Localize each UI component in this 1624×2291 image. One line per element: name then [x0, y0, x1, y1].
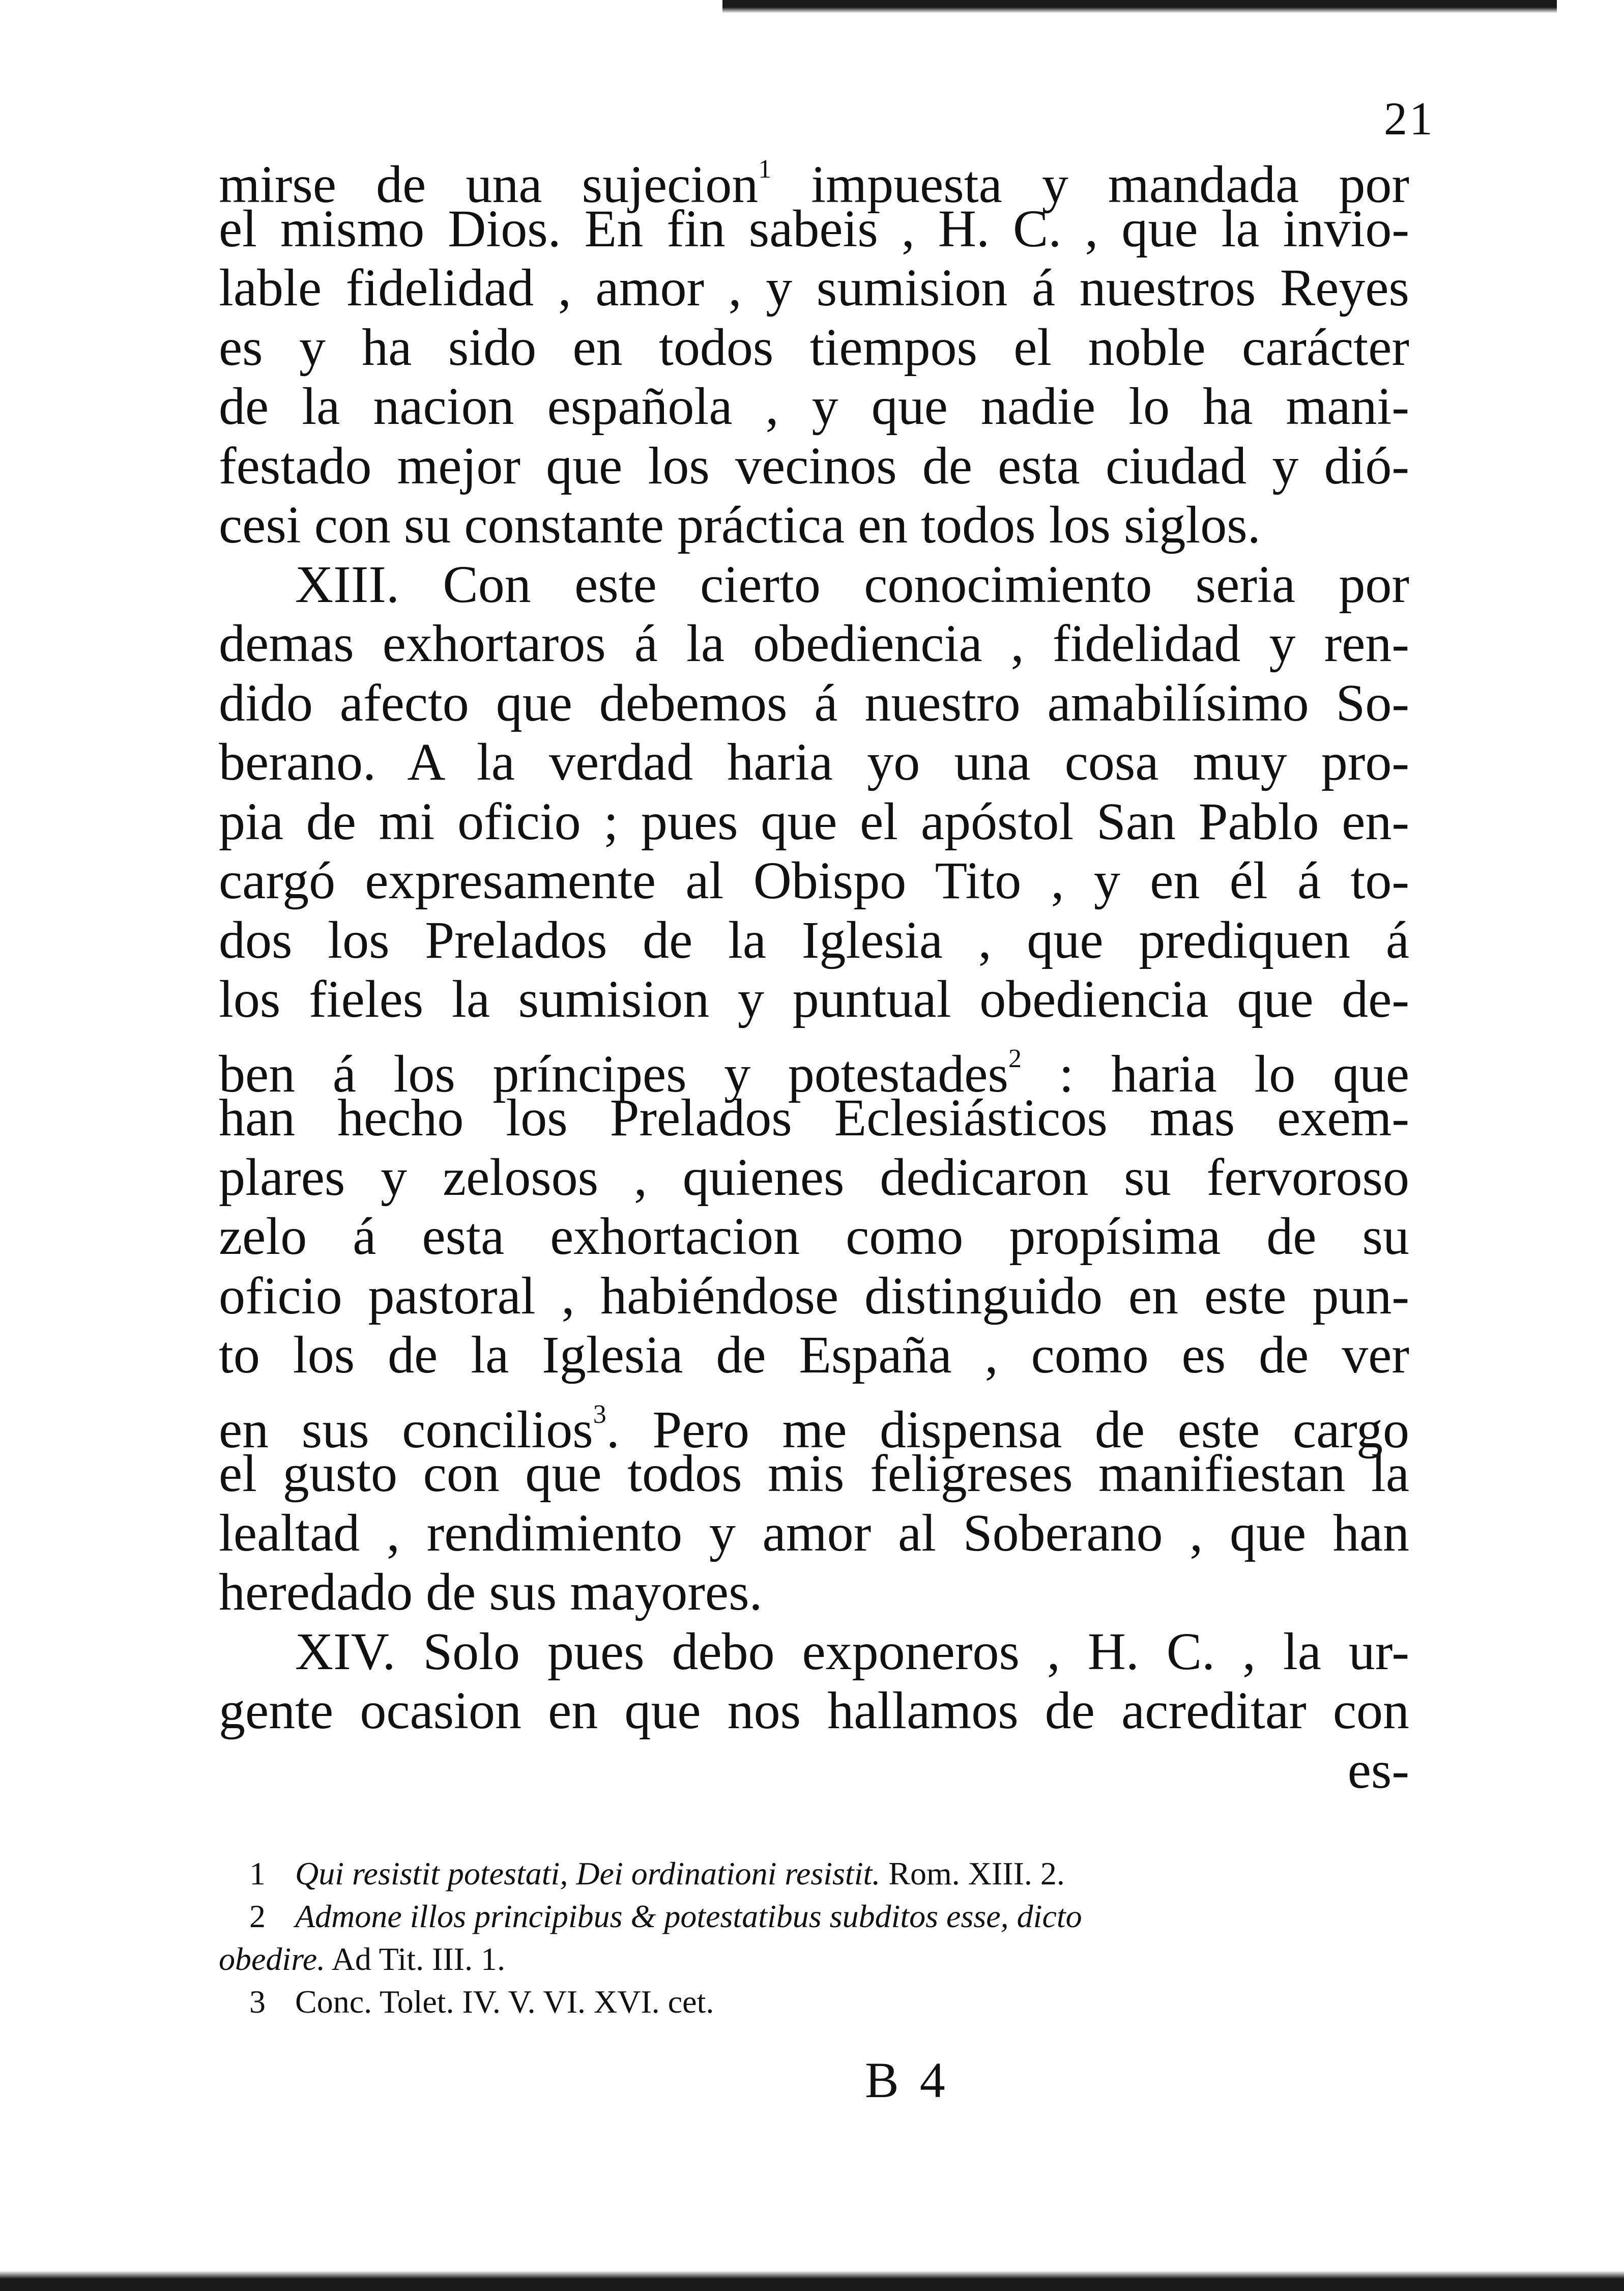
text-line: los fieles la sumision y puntual obediencia que de- — [219, 970, 1409, 1028]
footnotes — [219, 1852, 1419, 2023]
scan-edge-bottom — [0, 2271, 1624, 2291]
text-line: to los de la Iglesia de España , como es de ver — [219, 1326, 1409, 1384]
text-line: ben á los príncipes y potestades$^2$ : haria lo que — [219, 1044, 1410, 1103]
printer-signature-mark: B 4 — [865, 2052, 949, 2108]
text-line: dido afecto que debemos á nuestro amabilísimo So- — [219, 673, 1409, 732]
text-line: demas exhortaros á la obediencia , fidelidad y ren- — [219, 614, 1409, 673]
text-line: gente ocasion en que nos hallamos de acreditar con — [219, 1681, 1409, 1740]
text-line: lealtad , rendimiento y amor al Soberano , que han — [219, 1503, 1409, 1562]
body-text — [219, 140, 1409, 1800]
text-line: festado mejor que los vecinos de esta ciudad y dió- — [219, 436, 1409, 495]
text-line: es- — [1347, 1740, 1409, 1799]
text-line: pia de mi oficio ; pues que el apóstol San Pablo en- — [219, 792, 1409, 851]
footnote-number: 3 — [249, 1984, 266, 2020]
footnote: obedire. Ad Tit. III. 1. — [219, 1941, 505, 1977]
footnote: 1 Qui resistit potestati, Dei ordinationi resistit. Rom. XIII. 2. — [249, 1852, 1419, 1895]
footnote-number: 2 — [249, 1898, 266, 1934]
text-line: oficio pastoral , habiéndose distinguido en este pun- — [219, 1266, 1409, 1325]
text-line: cargó expresamente al Obispo Tito , y en él á to- — [219, 851, 1409, 910]
page-number: 21 — [1384, 93, 1435, 145]
text-line: plares y zelosos , quienes dedicaron su fervoroso — [219, 1148, 1409, 1207]
text-line: heredado de sus mayores. — [219, 1563, 763, 1621]
text-line: zelo á esta exhortacion como propísima de su — [219, 1207, 1409, 1266]
footnote: 2 Admone illos principibus & potestatibus subditos esse, dicto — [249, 1895, 1419, 1938]
text-line: cesi con su constante práctica en todos los siglos. — [219, 496, 1261, 554]
text-line: el mismo Dios. En fin sabeis , H. C. , que la invio- — [219, 199, 1409, 258]
text-line: dos los Prelados de la Iglesia , que prediquen á — [219, 910, 1409, 969]
text-line: XIII. Con este cierto conocimiento seria por — [295, 555, 1409, 614]
text-line: mirse de una sujecion$^1$ impuesta y mandada por — [219, 155, 1409, 214]
text-line: es y ha sido en todos tiempos el noble carácter — [219, 318, 1409, 377]
text-line: han hecho los Prelados Eclesiásticos mas exem- — [219, 1089, 1409, 1147]
text-line: el gusto con que todos mis feligreses manifiestan la — [219, 1444, 1409, 1503]
footnote: 3 Conc. Tolet. IV. V. VI. XVI. cet. — [249, 1981, 1419, 2023]
text-line: de la nacion española , y que nadie lo ha mani- — [219, 377, 1409, 436]
footnote-number: 1 — [249, 1855, 266, 1892]
text-line: XIV. Solo pues debo exponeros , H. C. , la ur- — [295, 1622, 1409, 1681]
footnote-reference: 1 — [758, 155, 772, 184]
text-line: en sus concilios$^3$. Pero me dispensa de este cargo — [219, 1399, 1409, 1459]
text-line: berano. A la verdad haria yo una cosa muy pro- — [219, 733, 1409, 791]
text-line: lable fidelidad , amor , y sumision á nuestros Reyes — [219, 259, 1409, 317]
footnote-reference: 3 — [593, 1399, 606, 1429]
footnote-reference: 2 — [1008, 1044, 1022, 1073]
scan-edge-top — [722, 0, 1557, 13]
